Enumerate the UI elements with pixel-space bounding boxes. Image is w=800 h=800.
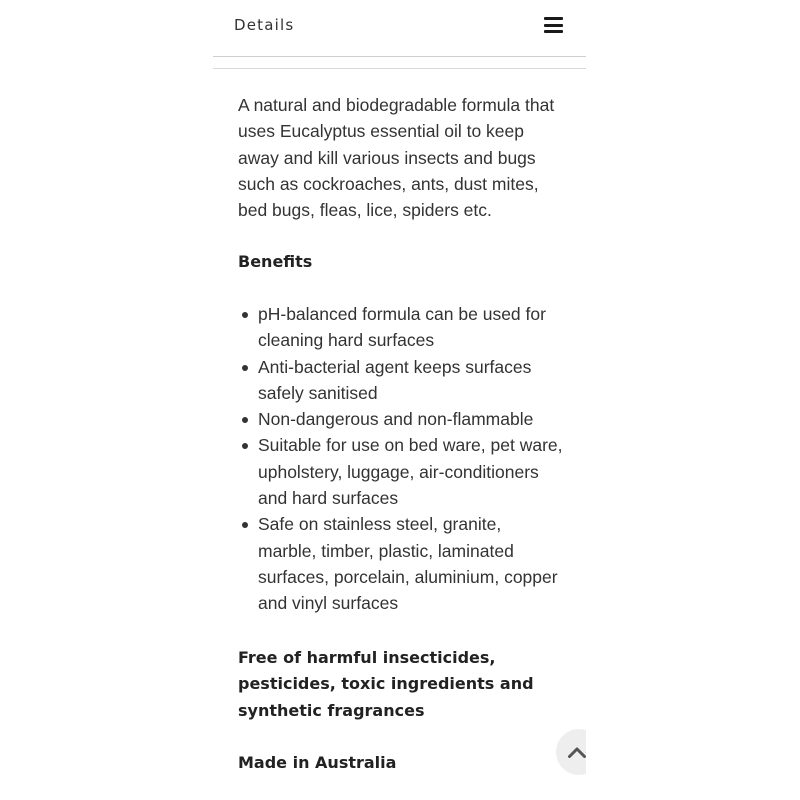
menu-bar — [544, 24, 563, 27]
menu-bar — [544, 17, 563, 20]
content-divider — [213, 68, 586, 69]
details-content — [238, 92, 563, 777]
benefits-list — [238, 301, 563, 617]
made-in-heading: Made in Australia — [238, 753, 397, 773]
benefits-heading: Benefits — [238, 252, 313, 272]
free-of-heading: Free of harmful insecticides, pesticides, toxic ingredients and synthetic fragrances — [238, 647, 534, 720]
menu-bar — [544, 30, 563, 33]
list-item: pH-balanced formula can be used for cleaning hard surfaces — [238, 301, 563, 354]
list-item: Safe on stainless steel, granite, marble, timber, plastic, laminated surfaces, porcelain, aluminium, copper and vinyl surfaces — [238, 511, 563, 616]
list-item: Non-dangerous and non-flammable — [238, 406, 563, 432]
scroll-to-top-button[interactable] — [556, 729, 586, 775]
details-panel — [213, 0, 586, 800]
intro-paragraph: A natural and biodegradable formula that uses Eucalyptus essential oil to keep away and kill various insects and bugs such as cockroaches, ants, dust mites, bed bugs, fleas, lice, spiders etc. — [238, 95, 555, 221]
hamburger-menu-icon[interactable] — [544, 17, 564, 33]
header-title: Details — [234, 16, 295, 34]
list-item: Suitable for use on bed ware, pet ware, upholstery, luggage, air-conditioners and hard surfaces — [238, 432, 563, 511]
chevron-up-icon — [568, 746, 586, 758]
list-item: Anti-bacterial agent keeps surfaces safely sanitised — [238, 354, 563, 407]
details-header[interactable] — [213, 0, 586, 57]
